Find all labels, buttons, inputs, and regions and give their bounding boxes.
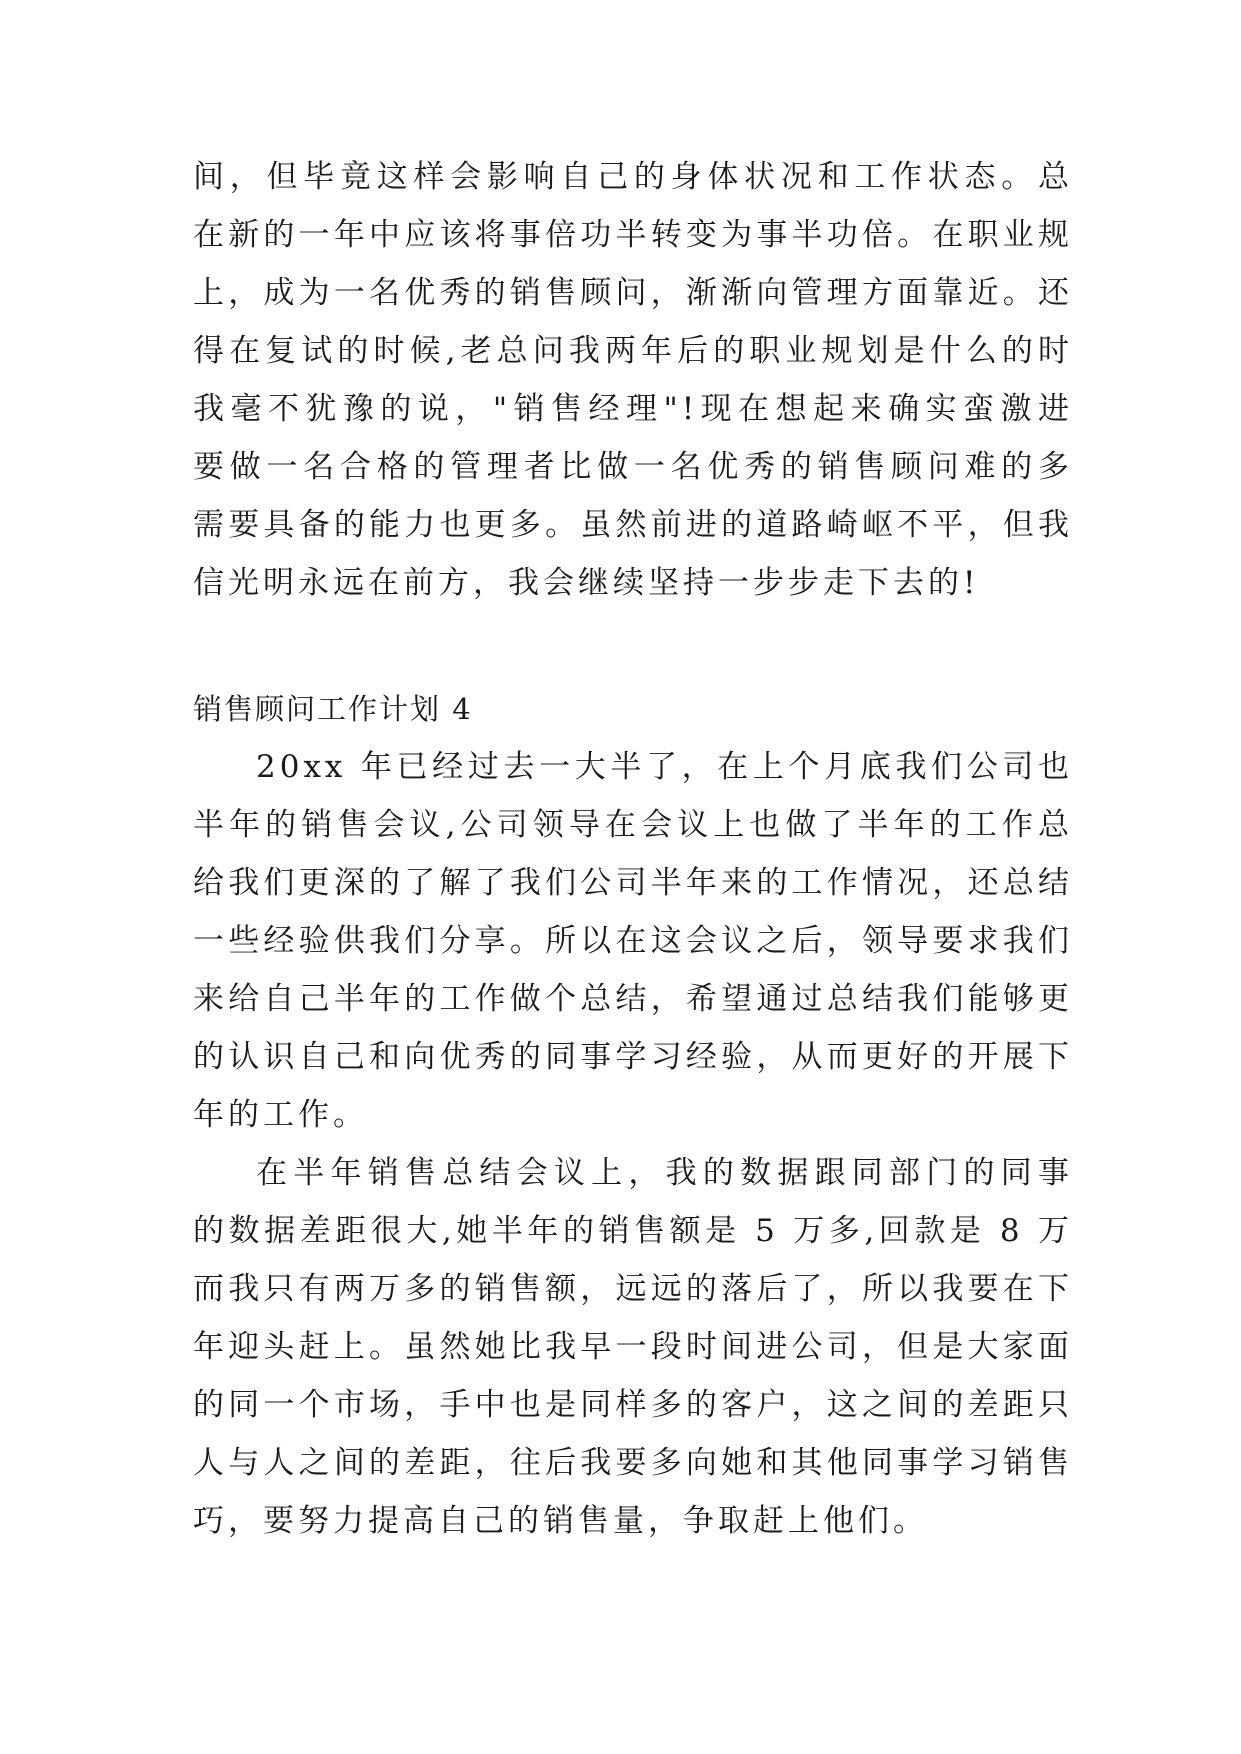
- text-line: 来给自己半年的工作做个总结，希望通过总结我们能够更: [193, 981, 1073, 1017]
- text-line: 巧，要努力提高自己的销售量，争取赶上他们。: [193, 1503, 928, 1539]
- text-line: 要做一名合格的管理者比做一名优秀的销售顾问难的多: [193, 449, 1073, 485]
- text-line: 而我只有两万多的销售额，远远的落后了，所以我要在下: [193, 1271, 1073, 1307]
- text-line: 20xx 年已经过去一大半了，在上个月底我们公司也: [256, 749, 1073, 785]
- text-line: 半年的销售会议,公司领导在会议上也做了半年的工作总: [193, 807, 1073, 843]
- text-line: 给我们更深的了解了我们公司半年来的工作情况，还总结: [193, 865, 1073, 901]
- text-line: 间，但毕竟这样会影响自己的身体状况和工作状态。总: [193, 159, 1073, 195]
- text-line: 一些经验供我们分享。所以在这会议之后，领导要求我们: [193, 923, 1073, 959]
- text-line: 的认识自己和向优秀的同事学习经验，从而更好的开展下: [193, 1039, 1073, 1075]
- text-line: 的同一个市场，手中也是同样多的客户，这之间的差距只: [193, 1387, 1073, 1423]
- text-line: 上，成为一名优秀的销售顾问，渐渐向管理方面靠近。还: [193, 275, 1073, 311]
- section-heading: 销售顾问工作计划 4: [193, 692, 473, 726]
- text-line: 我毫不犹豫的说，"销售经理"!现在想起来确实蛮激进: [193, 391, 1073, 427]
- text-line: 需要具备的能力也更多。虽然前进的道路崎岖不平，但我: [193, 507, 1073, 543]
- text-line: 信光明永远在前方，我会继续坚持一步步走下去的!: [193, 565, 980, 601]
- text-line: 年迎头赶上。虽然她比我早一段时间进公司，但是大家面: [193, 1329, 1073, 1365]
- text-line: 在半年销售总结会议上，我的数据跟同部门的同事: [256, 1155, 1073, 1191]
- text-line: 在新的一年中应该将事倍功半转变为事半功倍。在职业规: [193, 217, 1073, 253]
- text-line: 得在复试的时候,老总问我两年后的职业规划是什么的时: [193, 333, 1073, 369]
- text-line: 年的工作。: [193, 1097, 368, 1133]
- text-line: 人与人之间的差距，往后我要多向她和其他同事学习销售: [193, 1445, 1073, 1481]
- text-line: 的数据差距很大,她半年的销售额是 5 万多,回款是 8 万: [193, 1213, 1073, 1249]
